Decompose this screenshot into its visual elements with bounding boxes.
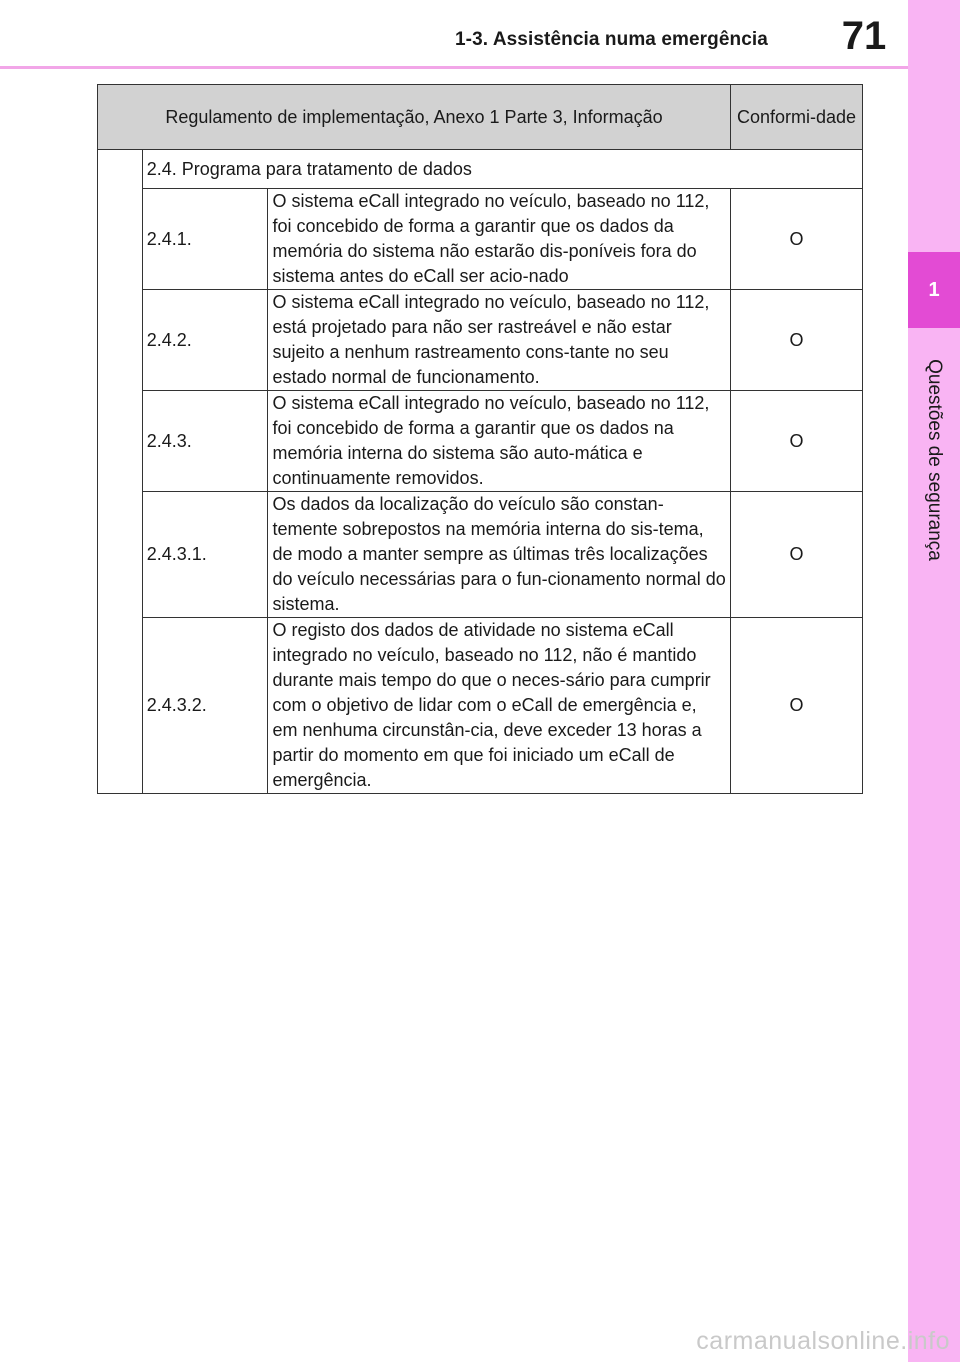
header-divider — [0, 66, 908, 69]
row-conformity: O — [730, 290, 862, 391]
row-text: O sistema eCall integrado no veículo, baseado no 112, foi concebido de forma a garantir que os dados da memória do sistema não estarão dis-poníveis fora do sistema antes do eCall ser acio-nado — [268, 189, 731, 290]
table-row — [98, 492, 863, 618]
section-title: 1-3. Assistência numa emergência — [455, 29, 768, 50]
row-conformity: O — [730, 391, 862, 492]
row-conformity: O — [730, 189, 862, 290]
table-row — [98, 391, 863, 492]
row-text: O sistema eCall integrado no veículo, baseado no 112, foi concebido de forma a garantir que os dados na memória interna do sistema são auto-mática e continuamente removidos. — [268, 391, 731, 492]
row-number: 2.4.3. — [142, 391, 268, 492]
chapter-label: Questões de segurança — [924, 359, 945, 561]
row-conformity: O — [730, 618, 862, 794]
chapter-number: 1 — [908, 252, 960, 328]
empty-left-cell — [98, 150, 143, 794]
table-row — [98, 189, 863, 290]
header-regulation: Regulamento de implementação, Anexo 1 Parte 3, Informação — [98, 85, 731, 150]
row-text: O sistema eCall integrado no veículo, baseado no 112, está projetado para não ser rastreável e não estar sujeito a nenhum rastreamento cons-tante no seu estado normal de funcionamento. — [268, 290, 731, 391]
row-conformity: O — [730, 492, 862, 618]
table-header-row — [98, 85, 863, 150]
watermark: carmanualsonline.info — [696, 1327, 950, 1355]
side-tab — [908, 0, 960, 1362]
row-number: 2.4.1. — [142, 189, 268, 290]
row-number: 2.4.2. — [142, 290, 268, 391]
regulation-table — [97, 84, 863, 794]
row-text: Os dados da localização do veículo são constan-temente sobrepostos na memória interna do sis-tema, de modo a manter sempre as últimas três localizações do veículo necessárias para o fun-cionamento normal do sistema. — [268, 492, 731, 618]
header-conformity: Conformi-dade — [730, 85, 862, 150]
table-section-row — [98, 150, 863, 189]
row-text: O registo dos dados de atividade no sistema eCall integrado no veículo, baseado no 112, não é mantido durante mais tempo do que o neces-sário para cumprir com o objetivo de lidar com o eCall de emergência e, em nenhuma circunstân-cia, deve exceder 13 horas a partir do momento em que foi iniciado um eCall de emergência. — [268, 618, 731, 794]
row-number: 2.4.3.2. — [142, 618, 268, 794]
row-number: 2.4.3.1. — [142, 492, 268, 618]
section-heading: 2.4. Programa para tratamento de dados — [142, 150, 862, 189]
table-row — [98, 618, 863, 794]
page-number: 71 — [841, 14, 887, 58]
table-row — [98, 290, 863, 391]
